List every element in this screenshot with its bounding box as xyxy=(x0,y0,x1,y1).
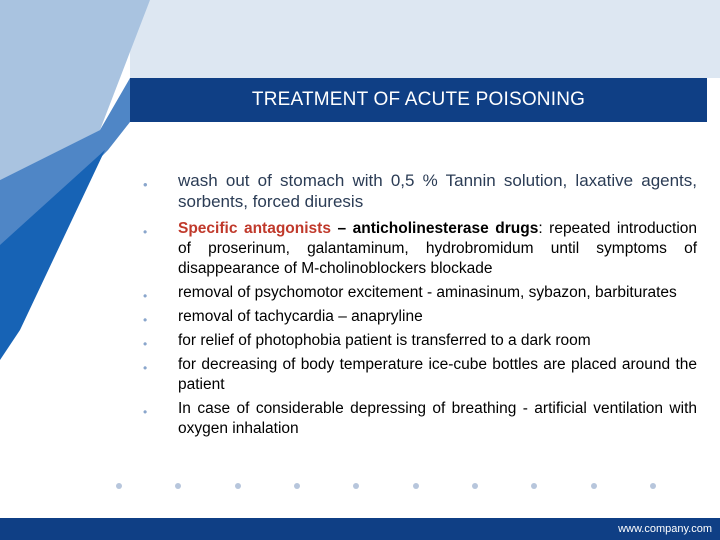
bullet-marker-icon: • xyxy=(143,313,148,327)
bullet-marker-icon: • xyxy=(143,177,148,192)
bullet-marker-icon: • xyxy=(143,337,148,351)
footer-website: www.company.com xyxy=(618,523,712,535)
bullet-strong-text: anticholinesterase drugs xyxy=(352,220,539,237)
bullet-item-psychomotor xyxy=(143,283,697,303)
bullet-marker-icon: • xyxy=(143,289,148,303)
bullet-list xyxy=(143,170,697,439)
decorative-dots-row xyxy=(116,483,656,493)
decor-dot xyxy=(294,483,300,489)
slide-title: TREATMENT OF ACUTE POISONING xyxy=(251,89,586,110)
bullet-text: for decreasing of body temperature ice-cube bottles are placed around the patient xyxy=(178,356,697,393)
bullet-item-specific-antagonists xyxy=(143,219,697,279)
bullet-text: In case of considerable depressing of breathing - artificial ventilation with oxygen inhalation xyxy=(178,400,697,437)
bullet-item-temperature xyxy=(143,355,697,395)
bullet-text: removal of tachycardia – anapryline xyxy=(178,308,423,325)
bullet-text: : repeated introduction of proserinum, galantaminum, hydrobromidum until symptoms of disappearance of M-cholinoblockers blockade xyxy=(178,220,698,277)
decor-dot xyxy=(353,483,359,489)
bullet-marker-icon: • xyxy=(143,225,148,239)
decor-dot xyxy=(175,483,181,489)
bullet-item-photophobia xyxy=(143,331,697,351)
footer-bar xyxy=(0,518,720,540)
bullet-marker-icon: • xyxy=(143,361,148,375)
decor-dot xyxy=(531,483,537,489)
bullet-text: removal of psychomotor excitement - aminasinum, sybazon, barbiturates xyxy=(178,284,677,301)
decor-dot xyxy=(413,483,419,489)
bullet-highlight-text: Specific antagonists xyxy=(178,220,331,237)
bullet-text: wash out of stomach with 0,5 % Tannin solution, laxative agents, sorbents, forced diuresis xyxy=(178,171,697,211)
decor-dot xyxy=(650,483,656,489)
bullet-text: for relief of photophobia patient is transferred to a dark room xyxy=(178,332,591,349)
decor-dot xyxy=(472,483,478,489)
decor-dot xyxy=(591,483,597,489)
bullet-marker-icon: • xyxy=(143,405,148,419)
decor-dot xyxy=(235,483,241,489)
title-bar xyxy=(130,78,707,122)
bullet-item-tachycardia xyxy=(143,307,697,327)
bullet-item-breathing xyxy=(143,399,697,439)
bullet-item-wash-out xyxy=(143,170,697,212)
decor-pale-blue-band xyxy=(130,0,720,78)
bullet-dash: – xyxy=(330,220,353,237)
decor-dot xyxy=(116,483,122,489)
